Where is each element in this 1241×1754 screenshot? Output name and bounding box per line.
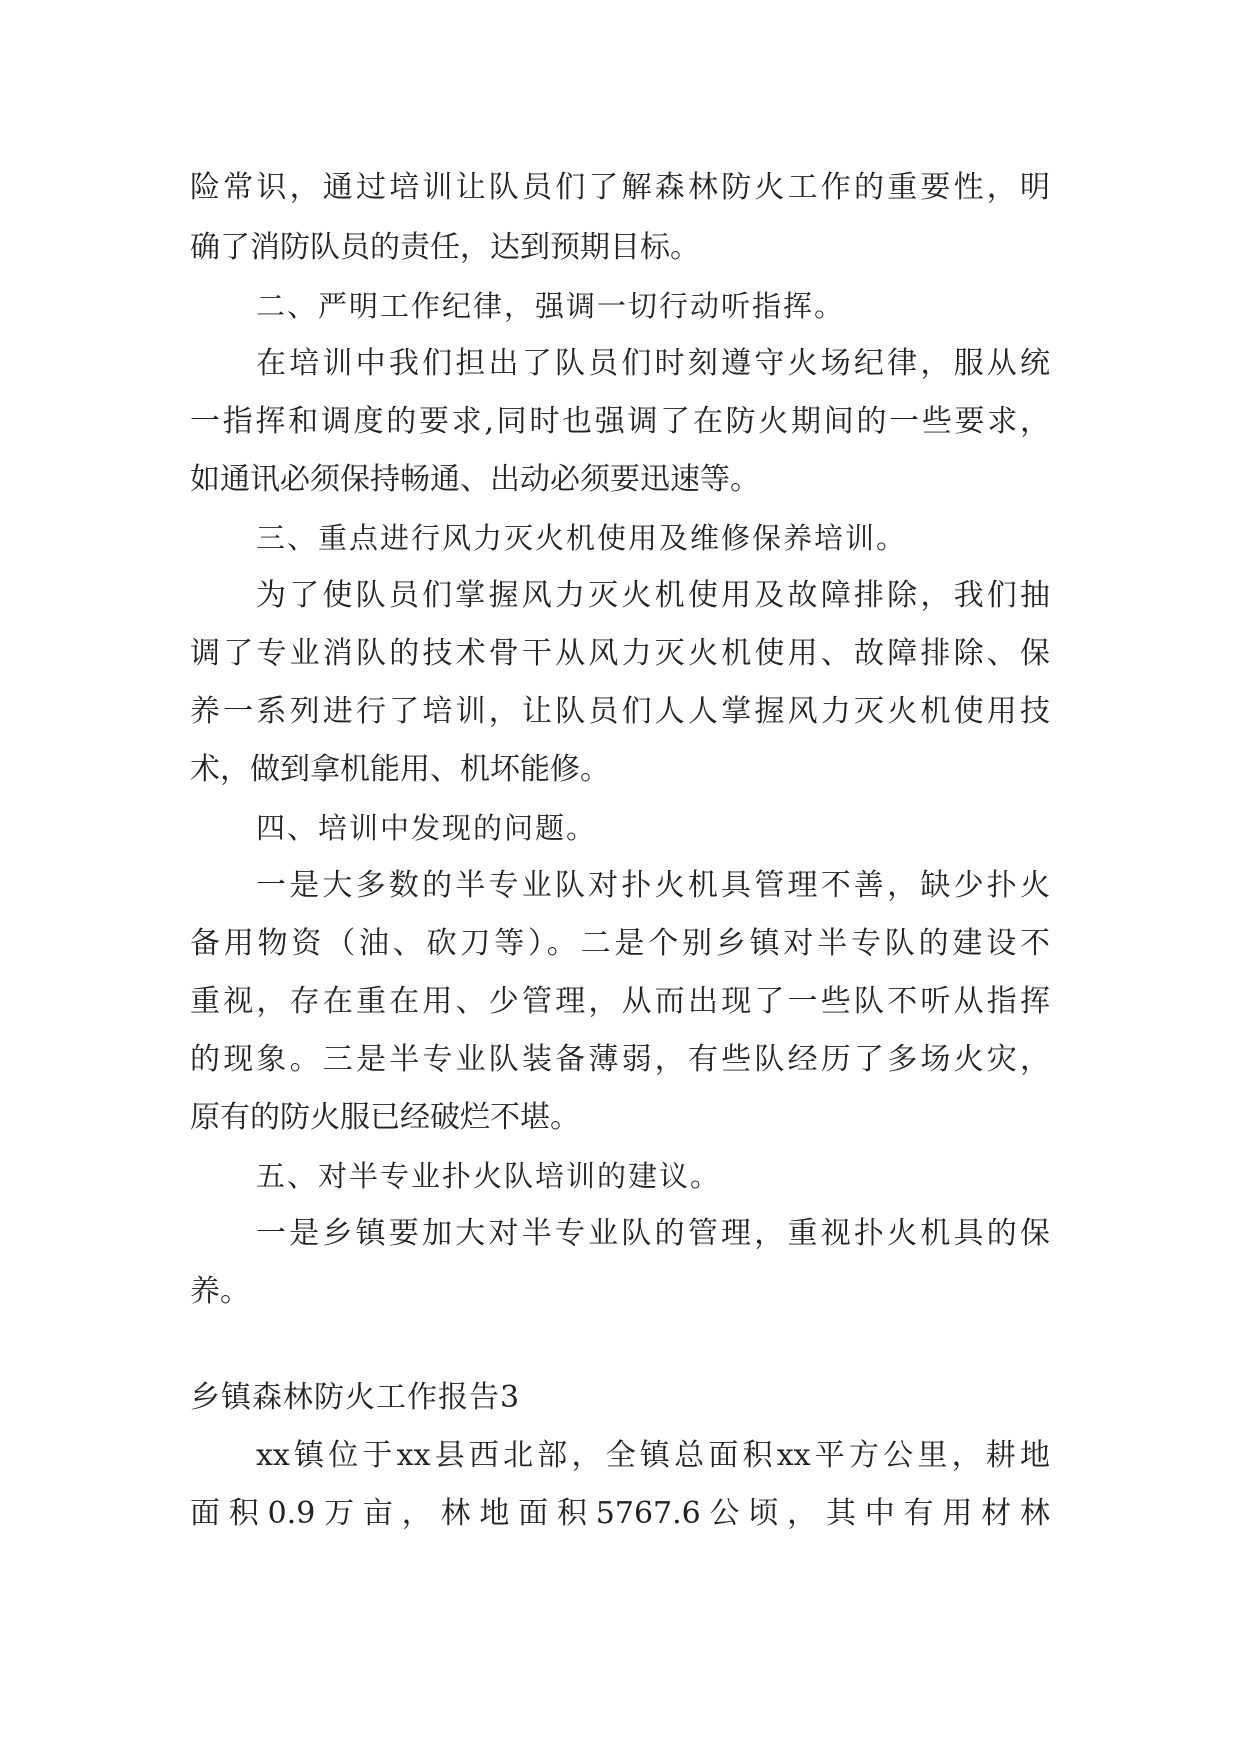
paragraph-line: 为了使队员们掌握风力灭火机使用及故障排除，我们抽 [256, 578, 1050, 613]
paragraph-line: 一指挥和调度的要求,同时也强调了在防火期间的一些要求， [190, 404, 1050, 439]
paragraph-line: 重视，存在重在用、少管理，从而出现了一些队不听从指挥 [190, 984, 1050, 1019]
paragraph-line: 确了消防队员的责任，达到预期目标。 [190, 230, 700, 265]
paragraph-line: 调了专业消队的技术骨干从风力灭火机使用、故障排除、保 [190, 636, 1050, 671]
paragraph-line: 险常识，通过培训让队员们了解森林防火工作的重要性，明 [190, 170, 1050, 205]
section-title: 乡镇森林防火工作报告3 [190, 1380, 521, 1415]
section-heading: 四、培训中发现的问题。 [256, 811, 598, 845]
section-heading: 五、对半专业扑火队培训的建议。 [256, 1159, 722, 1193]
paragraph-line: 在培训中我们担出了队员们时刻遵守火场纪律，服从统 [256, 346, 1050, 381]
paragraph-line: 的现象。三是半专业队装备薄弱，有些队经历了多场火灾， [190, 1042, 1050, 1077]
paragraph-line: 原有的防火服已经破烂不堪。 [190, 1100, 580, 1135]
section-heading: 二、严明工作纪律，强调一切行动听指挥。 [256, 289, 846, 323]
section-heading: 三、重点进行风力灭火机使用及维修保养培训。 [256, 521, 908, 555]
paragraph-line: 养。 [190, 1274, 250, 1309]
paragraph-line: 备用物资（油、砍刀等）。二是个别乡镇对半专队的建设不 [190, 926, 1050, 961]
paragraph-line: 面积0.9万亩，林地面积5767.6公顷，其中有用材林 [190, 1496, 1050, 1531]
paragraph-line: 术，做到拿机能用、机坏能修。 [190, 752, 610, 787]
paragraph-line: 一是乡镇要加大对半专业队的管理，重视扑火机具的保 [256, 1216, 1050, 1251]
paragraph-line: 一是大多数的半专业队对扑火机具管理不善，缺少扑火 [256, 868, 1050, 903]
paragraph-line: 如通讯必须保持畅通、出动必须要迅速等。 [190, 462, 760, 497]
paragraph-line: 养一系列进行了培训，让队员们人人掌握风力灭火机使用技 [190, 694, 1050, 729]
paragraph-line: xx镇位于xx县西北部，全镇总面积xx平方公里，耕地 [256, 1438, 1050, 1473]
